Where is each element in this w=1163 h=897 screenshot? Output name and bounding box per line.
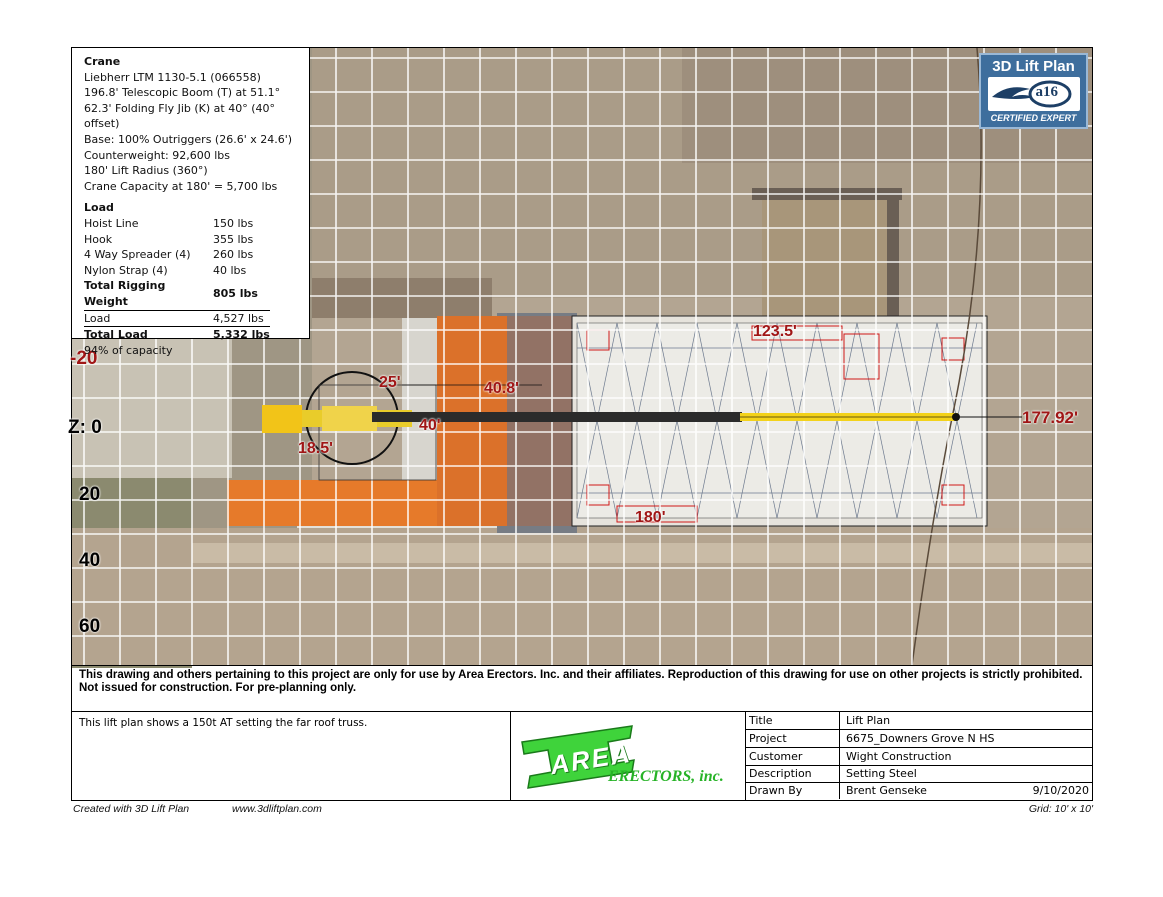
badge-caption: CERTIFIED EXPERT: [990, 113, 1077, 123]
load-row: Nylon Strap (4) 40 lbs: [84, 263, 247, 277]
info-row-title: Title Lift Plan: [746, 712, 1092, 730]
dim-180: 180': [635, 509, 666, 526]
lift-plan-sheet: [68, 47, 1093, 801]
project-info-table: [746, 712, 1092, 801]
flame-logo-icon: [988, 77, 1080, 111]
area-erectors-logo: [512, 712, 746, 801]
crane-cab: [262, 405, 302, 433]
3d-lift-plan-certified-badge: [979, 53, 1088, 129]
badge-emblem: [988, 77, 1080, 111]
grid-scale-caption: Grid: 10' x 10': [1028, 803, 1093, 815]
grid-label-20: 20: [79, 484, 101, 505]
load-row: Hook 355 lbs: [84, 232, 254, 246]
total-load-row: Total Load 5,332 lbs: [84, 328, 270, 342]
title-block: [72, 711, 1092, 801]
info-row-project: Project 6675_Downers Grove N HS: [746, 730, 1092, 748]
crane-line: Base: 100% Outriggers (26.6' x 24.6'): [84, 132, 293, 146]
website-link[interactable]: www.3dliftplan.com: [232, 803, 322, 815]
load-table: [84, 216, 270, 343]
crane-line: Liebherr LTM 1130-5.1 (066558): [84, 70, 261, 84]
grid-label-40: 40: [79, 550, 101, 571]
crane-line: 180' Lift Radius (360°): [84, 164, 208, 178]
disclaimer-line: Not issued for construction. For pre-planning only.: [79, 682, 357, 694]
logo-word: AREA: [548, 737, 634, 781]
info-row-drawn-by: Drawn By Brent Genseke 9/10/2020: [749, 784, 1089, 797]
grid-label-60: 60: [79, 616, 101, 637]
load-row: 4 Way Spreader (4) 260 lbs: [84, 248, 254, 262]
drawing-date: 9/10/2020: [1032, 784, 1089, 797]
lift-plan-note: This lift plan shows a 150t AT setting the far roof truss.: [72, 712, 511, 801]
dim-177-92: 177.92': [1022, 408, 1079, 427]
load-weight-row: Load 4,527 lbs: [84, 310, 270, 327]
crane-line: Counterweight: 92,600 lbs: [84, 148, 231, 162]
load-heading: Load: [84, 201, 114, 215]
dim-40: 40': [419, 417, 441, 434]
crane-heading: Crane: [84, 55, 121, 68]
dim-40-8: 40.8': [484, 380, 519, 397]
dim-18-5: 18.5': [298, 440, 333, 457]
crane-line: 196.8' Telescopic Boom (T) at 51.1°: [84, 86, 281, 100]
load-row: Hoist Line 150 lbs: [84, 216, 254, 230]
crane-line: Crane Capacity at 180' = 5,700 lbs: [84, 179, 278, 193]
grid-label-z0: Z: 0: [68, 417, 102, 438]
info-row-description: Description Setting Steel: [746, 765, 1092, 783]
logo-sub: ERECTORS, inc.: [608, 768, 724, 785]
info-row-customer: Customer Wight Construction: [746, 748, 1092, 766]
disclaimer-line: This drawing and others pertaining to this project are only for use by Area Erectors. Inc. and their affiliates. Reproduction of this drawing for use on other projects is strictly prohibited.: [79, 669, 1083, 681]
badge-title: 3D Lift Plan: [992, 58, 1075, 75]
badge-mark: a16: [1035, 84, 1058, 100]
dim-25: 25': [379, 374, 401, 391]
site-plan-map: [68, 48, 1092, 665]
grid-label-neg20: -20: [70, 348, 98, 369]
crane-line: 62.3' Folding Fly Jib (K) at 40° (40° offset): [84, 101, 276, 131]
capacity-note: 94% of capacity: [84, 343, 173, 357]
usage-disclaimer: [72, 665, 1092, 711]
created-with-caption: Created with 3D Lift Plan: [73, 803, 190, 815]
dim-123-5: 123.5': [753, 323, 797, 340]
rigging-total-row: Total Rigging Weight 805 lbs: [84, 279, 258, 308]
crane-load-summary: [72, 48, 310, 357]
